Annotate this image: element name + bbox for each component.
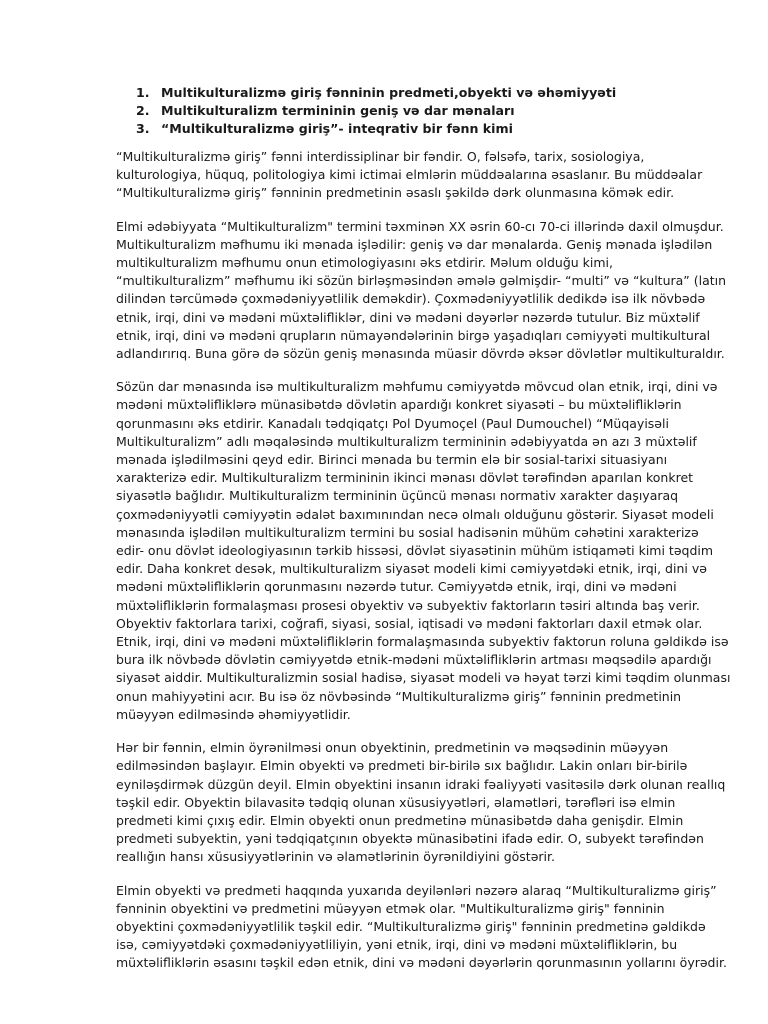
paragraph-line: çoxmədəniyyətli cəmiyyətin ədalət baxımınından necə olmalı olduğunu göstərir. Siyasət modeli [116,506,714,522]
paragraph-line: Sözün dar mənasında isə multikulturalizm məhfumu cəmiyyətdə mövcud olan etnik, irqi, dini və [116,379,718,395]
topic-item [136,102,616,120]
paragraph-line: predmeti kimi çıxış edir. Elmin obyekti onun predmetinə münasibətdə daha genişdir. Elmin [116,812,684,828]
paragraph-line: siyasətlə bağlıdır. Multikulturalizm termininin üçüncü mənası normativ xarakter daşıyaraq [116,488,679,504]
paragraph-line: edir- onu dövlət ideologiyasının tərkib hissəsi, dövlət siyasətinin mühüm istiqaməti kimi təqdim [116,543,714,559]
paragraph-line: müəyyən edilməsində əhəmiyyətlidir. [116,706,351,722]
body-paragraph [116,739,726,866]
paragraph-line: mədəni müxtəlifliklərə münasibətdə dövlətin apardığı konkret siyasəti – bu müxtəlifliklərin [116,397,682,413]
paragraph-line: “Multikulturalizmə giriş” fənninin predmetinin əsaslı şəkildə dərk olunmasına kömək edir. [116,185,675,201]
paragraph-line: onun mahiyyətini acır. Bu isə öz növbəsində “Multikulturalizmə giriş” fənninin predmetinin [116,688,682,704]
paragraph-line: mədəni müxtəlifliklərin qorunmasını nəzərdə tutur. Cəmiyyətdə etnik, irqi, dini və mədəni [116,579,677,595]
topic-list [136,84,616,138]
topic-item [136,84,616,102]
paragraph-line: Hər bir fənnin, elmin öyrənilməsi onun obyektinin, predmetinin və məqsədinin müəyyən [116,740,669,756]
paragraph-line: edir. Daha konkret desək, multikulturalizm siyasət modeli kimi cəmiyyətdəki etnik, irqi, dini və [116,561,707,577]
paragraph-line: xarakterizə edir. Multikulturalizm termininin ikinci mənası dövlət tərəfindən aparılan konkret [116,470,694,486]
paragraph-line: adlandırırıq. Buna görə də sözün geniş mənasında müasir dövrdə əksər dövlətlər multikulturaldır. [116,346,725,362]
paragraph-line: Elmi ədəbiyyata “Multikulturalizm" termini təxminən XX əsrin 60-cı 70-ci illərində daxil olmuşdur. [116,218,724,234]
paragraph-line: qorunmasını əks etdirir. Kanadalı tədqiqatçı Pol Dyumoçel (Paul Dumouchel) “Müqayisəli [116,415,669,431]
body-text [116,148,731,988]
paragraph-line: reallığın hansı xüsusiyyətlərinin və əlamətlərinin öyrənildiyini göstərir. [116,849,555,865]
body-paragraph [116,378,731,724]
body-paragraph [116,148,703,203]
topic-number: 3. [136,121,150,136]
paragraph-line: predmeti subyektin, yəni tədqiqatçının obyektə münasibətini ifadə edir. O, subyekt tərəfindən [116,831,704,847]
body-paragraph [116,218,727,364]
topic-number: 1. [136,85,150,100]
paragraph-line: Obyektiv faktorlara tarixi, coğrafi, siyasi, sosial, iqtisadi və mədəni faktorları daxil etmək olar. [116,615,703,631]
paragraph-line: müxtəlifliklərin formalaşması prosesi obyektiv və subyektiv faktorların təsiri altında baş verir. [116,597,700,613]
paragraph-line: təşkil edir. Obyektin bilavasitə tədqiq olunan xüsusiyyətləri, əlamətləri, tərəfləri isə elmin [116,794,676,810]
topic-title: Multikulturalizm termininin geniş və dar mənaları [161,103,515,118]
paragraph-line: edilməsindən başlayır. Elmin obyekti və predmeti bir-birilə sıx bağlıdır. Lakin onları bir-birilə [116,758,688,774]
topic-number: 2. [136,103,150,118]
paragraph-line: müxtəlifliklərin əsasını təşkil edən etnik, dini və mədəni dəyərlərin qorunmasının yollarını öyrədir. [116,955,727,971]
paragraph-line: obyektini çoxmədəniyyətlilik təşkil edir. “Multikulturalizmə giriş" fənninin predmetinə gəldikdə [116,918,706,934]
paragraph-line: fənninin obyektini və predmetini müəyyən etmək olar. "Multikulturalizmə giriş" fənninin [116,900,665,916]
paragraph-line: “Multikulturalizmə giriş” fənni interdissiplinar bir fəndir. O, fəlsəfə, tarix, sosiologiya, [116,149,645,164]
body-paragraph [116,882,727,973]
paragraph-line: bura ilk növbədə dövlətin cəmiyyətdə etnik-mədəni müxtəlifliklərin artması məqsədilə apardığı [116,652,712,668]
paragraph-line: “multikulturalizm” məfhumu iki sözün birləşməsindən əmələ gəlmişdir- “multi” və “kultura” (latın [116,273,727,289]
paragraph-line: isə, cəmiyyətdəki çoxmədəniyyətliliyin, yəni etnik, irqi, dini və mədəni müxtəlifliklərin, bu [116,937,678,953]
paragraph-line: mənasında işlədilən multikulturalizm termini bu sosial hadisənin mühüm cəhətini xarakterizə [116,524,699,540]
paragraph-line: etnik, irqi, dini və mədəni müxtəlifliklər, dini və mədəni dəyərlər nəzərdə tutulur. Biz müxtəlif [116,309,700,325]
paragraph-line: multikulturalizm məfhumu onun etimologiyasını əks etdirir. Məlum olduğu kimi, [116,255,614,271]
paragraph-line: Etnik, irqi, dini və mədəni müxtəlifliklərin formalaşmasında subyektiv faktorun roluna gəldikdə isə [116,634,729,650]
paragraph-line: Elmin obyekti və predmeti haqqında yuxarıda deyilənləri nəzərə alaraq “Multikulturalizmə giriş” [116,882,717,898]
paragraph-line: kulturologiya, hüquq, politologiya kimi ictimai elmlərin müddəalarına əsaslanır. Bu müddəalar [116,167,703,183]
topic-title: “Multikulturalizmə giriş”- inteqrativ bir fənn kimi [161,121,513,136]
topic-item [136,120,616,138]
paragraph-line: Multikulturalizm” adlı məqaləsində multikulturalizm termininin ədəbiyyatda ən azı 3 müxtəlif [116,433,697,449]
paragraph-line: dilindən tərcümədə çoxmədəniyyətlilik deməkdir). Çoxmədəniyyətlilik dedikdə isə ilk növbədə [116,291,706,307]
paragraph-line: eyniləşdirmək düzgün deyil. Elmin obyektini insanın idraki fəaliyyəti vasitəsilə dərk olunan reallıq [116,776,726,792]
paragraph-line: mənada işlədilməsini qeyd edir. Birinci mənada bu termin elə bir sosial-tarixi situasiyanı [116,452,668,468]
paragraph-line: siyasət aiddir. Multikulturalizmin sosial hadisə, siyasət modeli və həyat tərzi kimi təqdim olunması [116,670,731,686]
paragraph-line: etnik, irqi, dini və mədəni qrupların nümayəndələrinin birgə yaşadıqları cəmiyyəti multikultural [116,327,711,343]
topic-title: Multikulturalizmə giriş fənninin predmeti,obyekti və əhəmiyyəti [161,85,617,100]
paragraph-line: Multikulturalizm məfhumu iki mənada işlədilir: geniş və dar mənalarda. Geniş mənada işlədilən [116,236,713,252]
